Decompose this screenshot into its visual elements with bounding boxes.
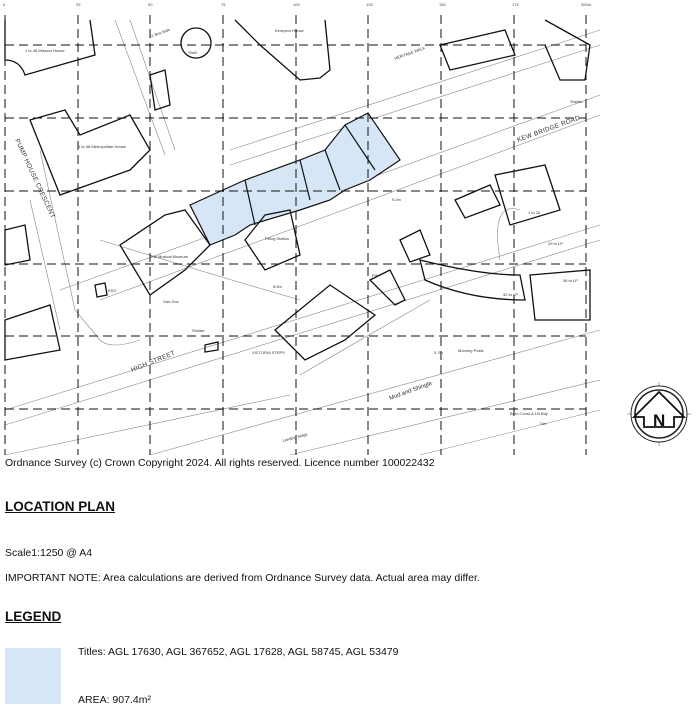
label-bus-side: 21 Bus Side — [148, 26, 171, 39]
label-victoria-steps: VICTORIA STEPS — [252, 350, 285, 355]
tick: 50 — [148, 2, 153, 7]
label-mooring-posts: Mooring Posts — [458, 348, 484, 353]
scale-text: Scale1:1250 @ A4 — [5, 547, 93, 559]
tick: 0 — [3, 2, 6, 7]
label-high-street: HIGH STREET — [130, 349, 177, 374]
label-boundary: Boro Const & LB Bdy — [510, 411, 548, 416]
label-unit: 36 to LP — [563, 278, 578, 283]
label-level: 9.2m — [392, 197, 401, 202]
tick: 175 — [512, 2, 519, 7]
tick: 150 — [439, 2, 446, 7]
label-musical-museum: The Musical Museum — [150, 254, 189, 259]
north-arrow-icon — [627, 382, 691, 446]
label-kew-bridge-road: KEW BRIDGE ROAD — [516, 114, 582, 144]
label-level: 3.7m — [434, 350, 443, 355]
label-shell: Shell — [188, 50, 197, 55]
legend-heading: LEGEND — [5, 609, 62, 624]
label-ess: ESS — [108, 288, 117, 293]
page-title: LOCATION PLAN — [5, 499, 115, 514]
label-heritage-walk: HERITAGE WALK — [393, 45, 426, 61]
tick: 200m — [581, 2, 592, 7]
label-mud-and-shingle: Mud and Shingle — [388, 380, 434, 402]
legend-swatch — [5, 648, 61, 704]
road-lines — [5, 20, 600, 455]
copyright-notice: Ordnance Survey (c) Crown Copyright 2024. All rights reserved. Licence number 100022432 — [5, 457, 435, 469]
axis-ticks — [3, 2, 592, 7]
label-level: 8.5m — [273, 284, 282, 289]
map-labels — [13, 27, 583, 443]
tick: 125 — [366, 2, 373, 7]
tick: 75 — [221, 2, 226, 7]
label-metropolitan-house: 1 to 48 Metropolitan House — [78, 144, 127, 149]
label-filling-station: Filling Station — [265, 236, 290, 241]
label-kempton-house: Kempton House — [275, 28, 304, 33]
label-pump-house-crescent: PUMP HOUSE CRESCENT — [13, 137, 57, 220]
label-gas-gov: Gas Gov — [163, 299, 179, 304]
label-shelter-left: Shelter — [192, 328, 205, 333]
legend-titles: Titles: AGL 17630, AGL 367652, AGL 17628, AGL 58745, AGL 53479 — [78, 646, 399, 658]
label-shelter: Shelter — [570, 99, 583, 104]
label-unit: 1 to 20 — [528, 210, 541, 215]
label-unit: 32 to LP — [503, 292, 518, 297]
label-landing-stage: Landing Stage — [281, 431, 309, 443]
label-pw: PW — [372, 273, 379, 278]
label-mission-house: 1 to 48 Mission House — [25, 48, 65, 53]
label-def: Def — [540, 421, 547, 426]
legend-area: AREA: 907.4m² — [78, 694, 151, 706]
tick: 100 — [293, 2, 300, 7]
label-unit: 29 to LP — [548, 241, 563, 246]
north-label: N — [653, 411, 666, 430]
tick: 25 — [76, 2, 81, 7]
important-note: IMPORTANT NOTE: Area calculations are derived from Ordnance Survey data. Actual area may differ. — [5, 572, 480, 584]
